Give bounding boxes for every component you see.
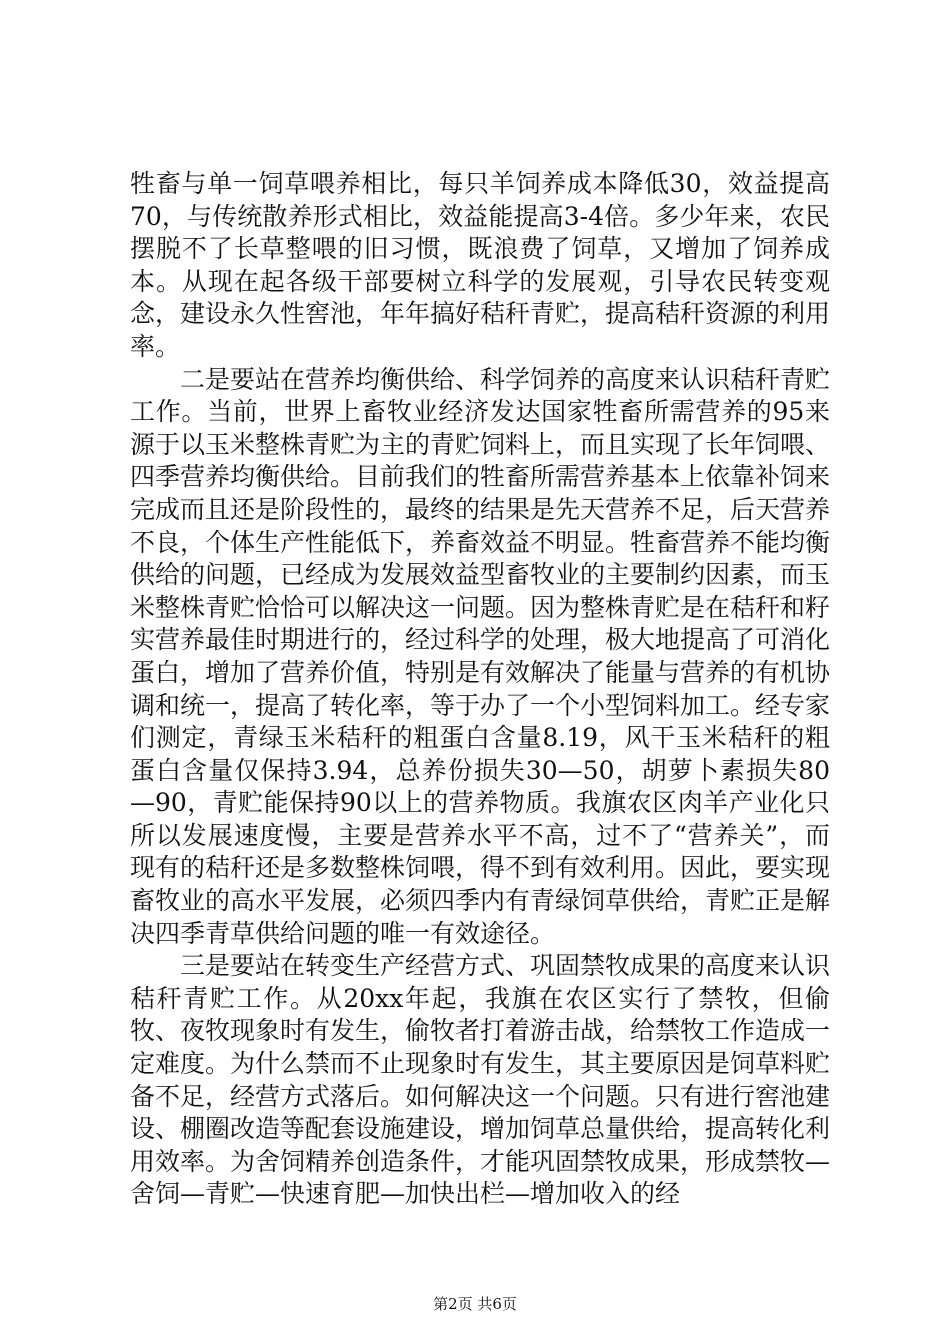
paragraph-3: 三是要站在转变生产经营方式、巩固禁牧成果的高度来认识秸秆青贮工作。从20xx年起，我旗在农区实行了禁牧，但偷牧、夜牧现象时有发生，偷牧者打着游击战，给禁牧工作造成一定难度。为什么禁而不止现象时有发生，其主要原因是饲草料贮备不足，经营方式落后。如何解决这一个问题。只有进行窖池建设、棚圈改造等配套设施建设，增加饲草总量供给，提高转化利用效率。为舍饲精养创造条件，才能巩固禁牧成果，形成禁牧—舍饲—青贮—快速育肥—加快出栏—增加收入的经 [130,951,831,1209]
page-footer [0,1294,950,1314]
page-number-label: 第2页 共6页 [433,1295,517,1313]
paragraph-1: 牲畜与单一饲草喂养相比，每只羊饲养成本降低30，效益提高70，与传统散养形式相比，效益能提高3-4倍。多少年来，农民摆脱不了长草整喂的旧习惯，既浪费了饲草，又增加了饲养成本。从现在起各级干部要树立科学的发展观，引导农民转变观念，建设永久性窖池，年年搞好秸秆青贮，提高秸秆资源的利用率。 [130,169,831,361]
paragraph-2: 二是要站在营养均衡供给、科学饲养的高度来认识秸秆青贮工作。当前，世界上畜牧业经济发达国家牲畜所需营养的95来源于以玉米整株青贮为主的青贮饲料上，而且实现了长年饲喂、四季营养均衡供给。目前我们的牲畜所需营养基本上依靠补饲来完成而且还是阶段性的，最终的结果是先天营养不足，后天营养不良，个体生产性能低下，养畜效益不明显。牲畜营养不能均衡供给的问题，已经成为发展效益型畜牧业的主要制约因素，而玉米整株青贮恰恰可以解决这一问题。因为整株青贮是在秸秆和籽实营养最佳时期进行的，经过科学的处理，极大地提高了可消化蛋白，增加了营养价值，特别是有效解决了能量与营养的有机协调和统一，提高了转化率，等于办了一个小型饲料加工。经专家们测定，青绿玉米秸秆的粗蛋白含量8.19，风干玉米秸秆的粗蛋白含量仅保持3.94，总养份损失30—50，胡萝卜素损失80—90，青贮能保持90以上的营养物质。我旗农区肉羊产业化只所以发展速度慢，主要是营养水平不高，过不了“营养关”，而现有的秸秆还是多数整株饲喂，得不到有效利用。因此，要实现畜牧业的高水平发展，必须四季内有青绿饲草供给，青贮正是解决四季青草供给问题的唯一有效途径。 [130,364,831,948]
document-body [130,168,830,1211]
